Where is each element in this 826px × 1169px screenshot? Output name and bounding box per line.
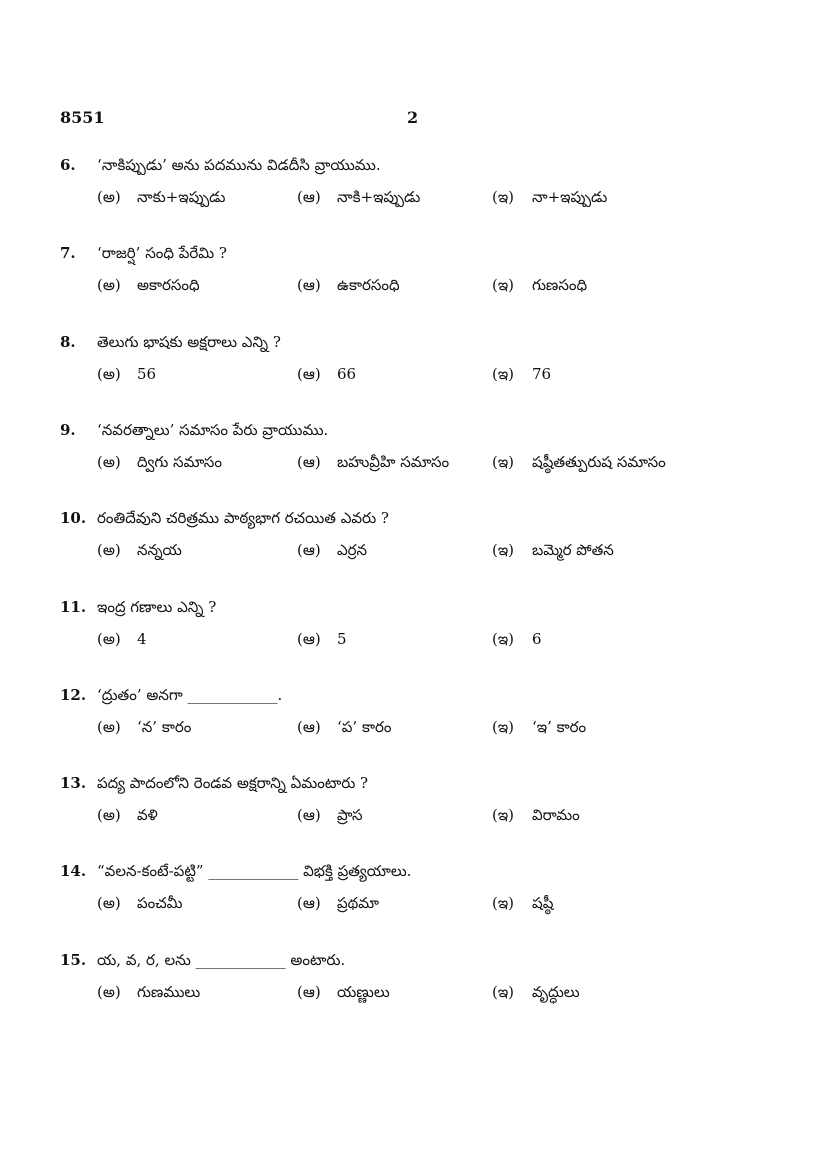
option-label: (ఆ) [297, 453, 321, 471]
options-row [60, 183, 760, 211]
question-6 [60, 151, 760, 211]
option-text: 5 [337, 630, 347, 648]
option-b [297, 183, 420, 211]
option-text: ఎర్రన [337, 541, 368, 559]
option-b [297, 360, 356, 388]
question-10 [60, 504, 760, 564]
option-b [297, 978, 390, 1006]
option-label: (ఆ) [297, 983, 321, 1001]
option-label: (ఆ) [297, 188, 321, 206]
option-text: పంచమీ [137, 894, 183, 912]
option-label: (అ) [97, 188, 121, 206]
option-a [97, 713, 191, 741]
option-text: ద్విగు సమాసం [137, 453, 222, 471]
option-b [297, 889, 379, 917]
page-header [60, 108, 420, 132]
option-text: నా+ఇప్పుడు [532, 188, 608, 206]
question-text: ‘నాకిప్పుడు’ అను పదమును విడదీసి వ్రాయుము. [97, 156, 381, 174]
option-b [297, 713, 391, 741]
question-number: 6. [60, 156, 76, 174]
option-label: (ఆ) [297, 718, 321, 736]
question-number: 14. [60, 862, 87, 880]
question-text: రంతిదేవుని చరిత్రము పాఠ్యభాగ రచయిత ఎవరు ? [97, 509, 389, 527]
question-11 [60, 593, 760, 653]
option-a [97, 360, 156, 388]
option-text: 6 [532, 630, 542, 648]
option-label: (ఆ) [297, 630, 321, 648]
options-row [60, 801, 760, 829]
option-label: (ఆ) [297, 276, 321, 294]
option-text: ఉకారసంధి [337, 276, 400, 294]
question-text: ‘రాజర్షి’ సంధి పేరేమి ? [97, 244, 227, 262]
option-text: గుణములు [137, 983, 201, 1001]
question-7 [60, 239, 760, 299]
option-label: (ఇ) [492, 541, 515, 559]
question-number: 8. [60, 333, 76, 351]
question-8 [60, 328, 760, 388]
option-c [492, 271, 587, 299]
question-12 [60, 681, 760, 741]
option-c [492, 448, 666, 476]
option-c [492, 183, 607, 211]
option-label: (ఇ) [492, 983, 515, 1001]
option-a [97, 625, 147, 653]
options-row [60, 536, 760, 564]
option-label: (అ) [97, 276, 121, 294]
question-number: 13. [60, 774, 87, 792]
question-number: 12. [60, 686, 87, 704]
option-label: (ఇ) [492, 365, 515, 383]
question-13 [60, 769, 760, 829]
option-a [97, 889, 183, 917]
question-14 [60, 857, 760, 917]
option-text: 4 [137, 630, 147, 648]
option-label: (ఇ) [492, 894, 515, 912]
option-text: నన్నయ [137, 541, 182, 559]
option-b [297, 625, 347, 653]
option-text: 76 [532, 365, 552, 383]
option-label: (ఇ) [492, 806, 515, 824]
option-b [297, 801, 363, 829]
question-text: ఇంద్ర గణాలు ఎన్ని ? [97, 598, 217, 616]
option-label: (ఆ) [297, 541, 321, 559]
option-c [492, 801, 580, 829]
option-label: (ఇ) [492, 453, 515, 471]
option-text: 66 [337, 365, 357, 383]
options-row [60, 713, 760, 741]
option-label: (ఆ) [297, 365, 321, 383]
option-text: బహువ్రీహి సమాసం [337, 453, 450, 471]
question-15 [60, 946, 760, 1006]
option-c [492, 978, 580, 1006]
option-a [97, 536, 182, 564]
option-label: (ఇ) [492, 276, 515, 294]
options-row [60, 360, 760, 388]
option-text: నాకి+ఇప్పుడు [337, 188, 421, 206]
option-c [492, 625, 542, 653]
option-text: ‘న’ కారం [137, 718, 192, 736]
option-text: యణ్ణులు [337, 983, 390, 1001]
option-label: (ఇ) [492, 188, 515, 206]
option-text: ప్రాస [337, 806, 363, 824]
option-text: ‘ప’ కారం [337, 718, 392, 736]
option-label: (అ) [97, 453, 121, 471]
option-label: (అ) [97, 894, 121, 912]
option-label: (అ) [97, 718, 121, 736]
option-text: గుణసంధి [532, 276, 588, 294]
option-b [297, 271, 400, 299]
question-text: ‘ద్రుతం’ అనగా ____________. [97, 686, 283, 704]
option-label: (ఇ) [492, 630, 515, 648]
option-text: షష్ఠీ [532, 894, 554, 912]
option-a [97, 271, 200, 299]
option-b [297, 536, 367, 564]
option-b [297, 448, 449, 476]
option-text: వళి [137, 806, 158, 824]
option-label: (అ) [97, 541, 121, 559]
option-text: వృద్ధులు [532, 983, 580, 1001]
option-text: ప్రథమా [337, 894, 379, 912]
option-c [492, 360, 551, 388]
option-a [97, 448, 222, 476]
option-c [492, 536, 614, 564]
option-text: షష్ఠీతత్పురుష సమాసం [532, 453, 666, 471]
option-a [97, 978, 200, 1006]
question-text: “వలన-కంటే-పట్టి” ____________ విభక్తి ప్రత్యయాలు. [97, 862, 412, 880]
options-row [60, 625, 760, 653]
question-number: 7. [60, 244, 76, 262]
option-label: (ఆ) [297, 894, 321, 912]
question-9 [60, 416, 760, 476]
option-text: 56 [137, 365, 157, 383]
option-label: (ఇ) [492, 718, 515, 736]
options-row [60, 448, 760, 476]
paper-code: 8551 [60, 108, 105, 127]
option-text: విరామం [532, 806, 580, 824]
option-a [97, 183, 225, 211]
options-row [60, 889, 760, 917]
option-a [97, 801, 158, 829]
option-c [492, 713, 586, 741]
question-text: య, వ, ర, లను ____________ అంటారు. [97, 951, 346, 969]
option-label: (ఆ) [297, 806, 321, 824]
page-number: 2 [407, 108, 419, 127]
option-label: (అ) [97, 983, 121, 1001]
option-label: (అ) [97, 806, 121, 824]
options-row [60, 978, 760, 1006]
option-text: ‘ఇ’ కారం [532, 718, 587, 736]
option-c [492, 889, 553, 917]
option-text: అకారసంధి [137, 276, 200, 294]
option-label: (అ) [97, 365, 121, 383]
option-text: నాకు+ఇప్పుడు [137, 188, 226, 206]
question-number: 10. [60, 509, 87, 527]
options-row [60, 271, 760, 299]
question-number: 9. [60, 421, 76, 439]
question-text: పద్య పాదంలోని రెండవ అక్షరాన్ని ఏమంటారు ? [97, 774, 369, 792]
question-text: తెలుగు భాషకు అక్షరాలు ఎన్ని ? [97, 333, 281, 351]
question-text: ‘నవరత్నాలు’ సమాసం పేరు వ్రాయుము. [97, 421, 329, 439]
option-text: బమ్మెర పోతన [532, 541, 614, 559]
option-label: (అ) [97, 630, 121, 648]
question-number: 15. [60, 951, 87, 969]
question-number: 11. [60, 598, 87, 616]
